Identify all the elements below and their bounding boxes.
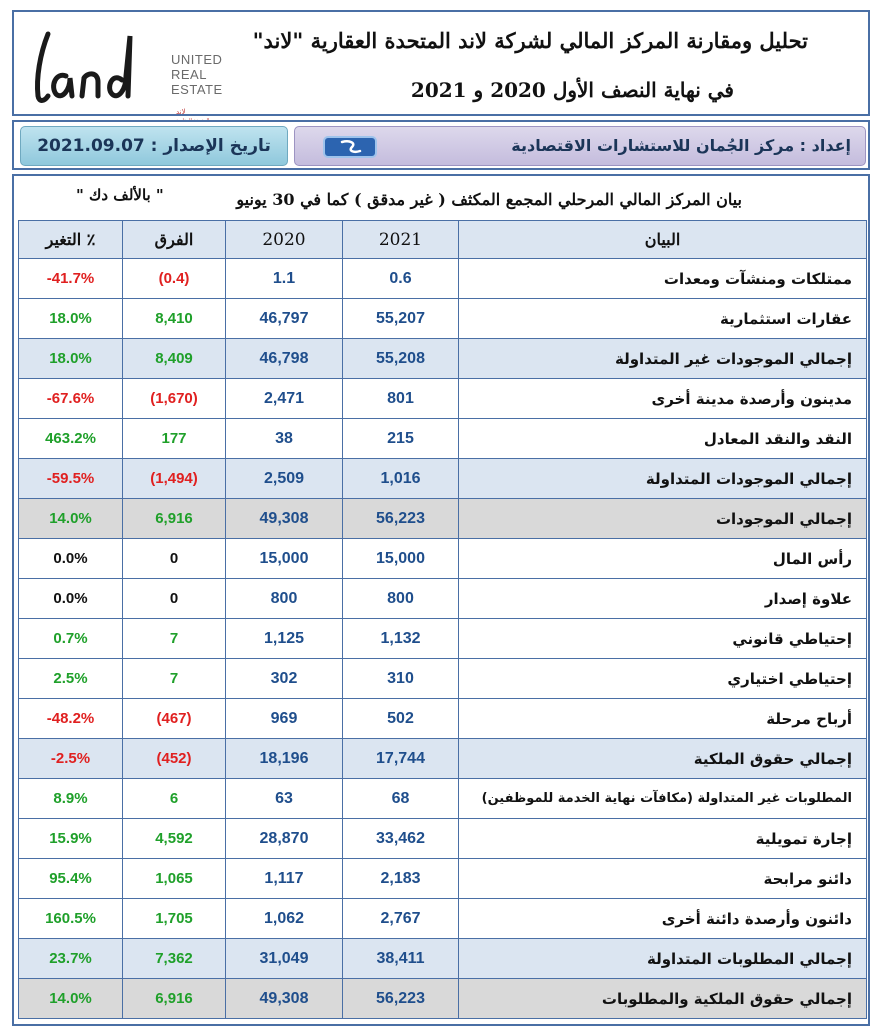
cell-change: 0.0% [19,539,123,579]
cell-item-label: مدينون وأرصدة مدينة أخرى [459,379,867,419]
cell-item-label: إجمالي حقوق الملكية [459,739,867,779]
cell-item-label: إجمالي حقوق الملكية والمطلوبات [459,979,867,1019]
table-row [19,859,867,899]
cell-value-2021: 17,744 [343,739,459,779]
table-row [19,459,867,499]
logo-line-real: REAL [171,67,207,82]
logo-line-united: UNITED [171,52,223,67]
balance-sheet-table [18,220,867,1019]
cell-item-label: دائنون وأرصدة دائنة أخرى [459,899,867,939]
cell-item-label: المطلوبات غير المتداولة (مكافآت نهاية الخدمة للموظفين) [459,779,867,819]
logo-line-estate: ESTATE [171,82,223,97]
cell-item-label: دائنو مرابحة [459,859,867,899]
cell-diff: 8,409 [123,339,226,379]
cell-change: 23.7% [19,939,123,979]
table-row [19,819,867,859]
prepared-by-banner [294,126,866,166]
cell-value-2021: 801 [343,379,459,419]
issue-date-badge: تاريخ الإصدار : 2021.09.07 [20,126,288,166]
company-logo [26,26,236,116]
cell-value-2021: 68 [343,779,459,819]
header-2021: 2021 [343,221,459,259]
cell-diff: 7 [123,659,226,699]
cell-value-2020: 28,870 [226,819,343,859]
cell-diff: (1,670) [123,379,226,419]
cell-change: 2.5% [19,659,123,699]
cell-diff: 6,916 [123,979,226,1019]
cell-value-2020: 63 [226,779,343,819]
cell-value-2020: 2,471 [226,379,343,419]
cell-diff: 177 [123,419,226,459]
cell-change: 463.2% [19,419,123,459]
table-row [19,739,867,779]
cell-value-2020: 1,125 [226,619,343,659]
logo-arabic-name: لاند [176,108,186,116]
cell-value-2020: 31,049 [226,939,343,979]
cell-item-label: علاوة إصدار [459,579,867,619]
table-row [19,499,867,539]
cell-item-label: إحتياطي قانوني [459,619,867,659]
cell-value-2021: 55,208 [343,339,459,379]
cell-diff: 1,065 [123,859,226,899]
cell-change: -41.7% [19,259,123,299]
cell-change: -48.2% [19,699,123,739]
cell-item-label: أرباح مرحلة [459,699,867,739]
cell-change: -59.5% [19,459,123,499]
cell-value-2020: 46,797 [226,299,343,339]
cell-item-label: رأس المال [459,539,867,579]
cell-value-2021: 56,223 [343,979,459,1019]
balance-sheet-section [12,174,870,1026]
cell-value-2021: 0.6 [343,259,459,299]
cell-change: -67.6% [19,379,123,419]
cell-value-2021: 2,767 [343,899,459,939]
cell-value-2021: 15,000 [343,539,459,579]
unit-note: " بالألف دك " [76,186,164,204]
cell-change: -2.5% [19,739,123,779]
cell-item-label: عقارات استثمارية [459,299,867,339]
cell-item-label: إجمالي المطلوبات المتداولة [459,939,867,979]
cell-value-2020: 15,000 [226,539,343,579]
cell-value-2020: 1,117 [226,859,343,899]
cell-value-2021: 2,183 [343,859,459,899]
cell-item-label: النقد والنقد المعادل [459,419,867,459]
cell-diff: 6 [123,779,226,819]
cell-item-label: ممتلكات ومنشآت ومعدات [459,259,867,299]
cell-value-2021: 502 [343,699,459,739]
table-row [19,299,867,339]
table-row [19,259,867,299]
report-subtitle: في نهاية النصف الأول 2020 و 2021 [410,78,734,102]
cell-diff: (452) [123,739,226,779]
cell-change: 15.9% [19,819,123,859]
report-title: تحليل ومقارنة المركز المالي لشركة لاند المتحدة العقارية "لاند" [252,28,808,53]
cell-item-label: إجمالي الموجودات [459,499,867,539]
cell-item-label: إحتياطي اختياري [459,659,867,699]
cell-value-2020: 38 [226,419,343,459]
table-row [19,699,867,739]
cell-value-2021: 38,411 [343,939,459,979]
cell-diff: 4,592 [123,819,226,859]
table-row [19,899,867,939]
cell-value-2020: 46,798 [226,339,343,379]
cell-change: 14.0% [19,499,123,539]
table-row [19,539,867,579]
cell-value-2020: 302 [226,659,343,699]
table-row [19,939,867,979]
cell-diff: (1,494) [123,459,226,499]
table-row [19,379,867,419]
table-row [19,579,867,619]
cell-value-2020: 800 [226,579,343,619]
cell-value-2020: 2,509 [226,459,343,499]
cell-item-label: إجمالي الموجودات غير المتداولة [459,339,867,379]
table-row [19,419,867,459]
header-diff: الفرق [123,221,226,259]
table-caption: بيان المركز المالي المرحلي المجمع المكثف ( غير مدقق ) كما في 30 يونيو [236,190,742,209]
table-row [19,339,867,379]
cell-value-2021: 310 [343,659,459,699]
cell-change: 18.0% [19,299,123,339]
cell-value-2020: 49,308 [226,979,343,1019]
table-row [19,979,867,1019]
cell-diff: 7 [123,619,226,659]
cell-value-2021: 56,223 [343,499,459,539]
cell-change: 0.7% [19,619,123,659]
cell-change: 95.4% [19,859,123,899]
prepared-by-text: إعداد : مركز الجُمان للاستشارات الاقتصادية [511,136,851,155]
cell-change: 18.0% [19,339,123,379]
cell-value-2020: 969 [226,699,343,739]
table-header-row [19,221,867,259]
cell-change: 160.5% [19,899,123,939]
cell-value-2021: 1,132 [343,619,459,659]
cell-change: 14.0% [19,979,123,1019]
cell-value-2021: 215 [343,419,459,459]
info-bar [12,120,870,170]
land-logo-icon [26,26,166,110]
header-2020: 2020 [226,221,343,259]
cell-value-2020: 1,062 [226,899,343,939]
cell-item-label: إجارة تمويلية [459,819,867,859]
cell-value-2021: 1,016 [343,459,459,499]
table-row [19,659,867,699]
cell-value-2021: 800 [343,579,459,619]
cell-value-2020: 1.1 [226,259,343,299]
logo-english-name [171,52,223,97]
cell-diff: (467) [123,699,226,739]
table-row [19,779,867,819]
cell-change: 0.0% [19,579,123,619]
cell-change: 8.9% [19,779,123,819]
cell-diff: (0.4) [123,259,226,299]
cell-diff: 8,410 [123,299,226,339]
report-header [12,10,870,116]
cell-value-2021: 33,462 [343,819,459,859]
cell-diff: 7,362 [123,939,226,979]
aljuman-logo-icon [323,136,377,158]
header-change: التغير ٪ [19,221,123,259]
cell-value-2021: 55,207 [343,299,459,339]
cell-diff: 6,916 [123,499,226,539]
table-row [19,619,867,659]
cell-diff: 0 [123,539,226,579]
cell-diff: 0 [123,579,226,619]
header-item: البيان [459,221,867,259]
cell-value-2020: 18,196 [226,739,343,779]
cell-item-label: إجمالي الموجودات المتداولة [459,459,867,499]
cell-diff: 1,705 [123,899,226,939]
cell-value-2020: 49,308 [226,499,343,539]
